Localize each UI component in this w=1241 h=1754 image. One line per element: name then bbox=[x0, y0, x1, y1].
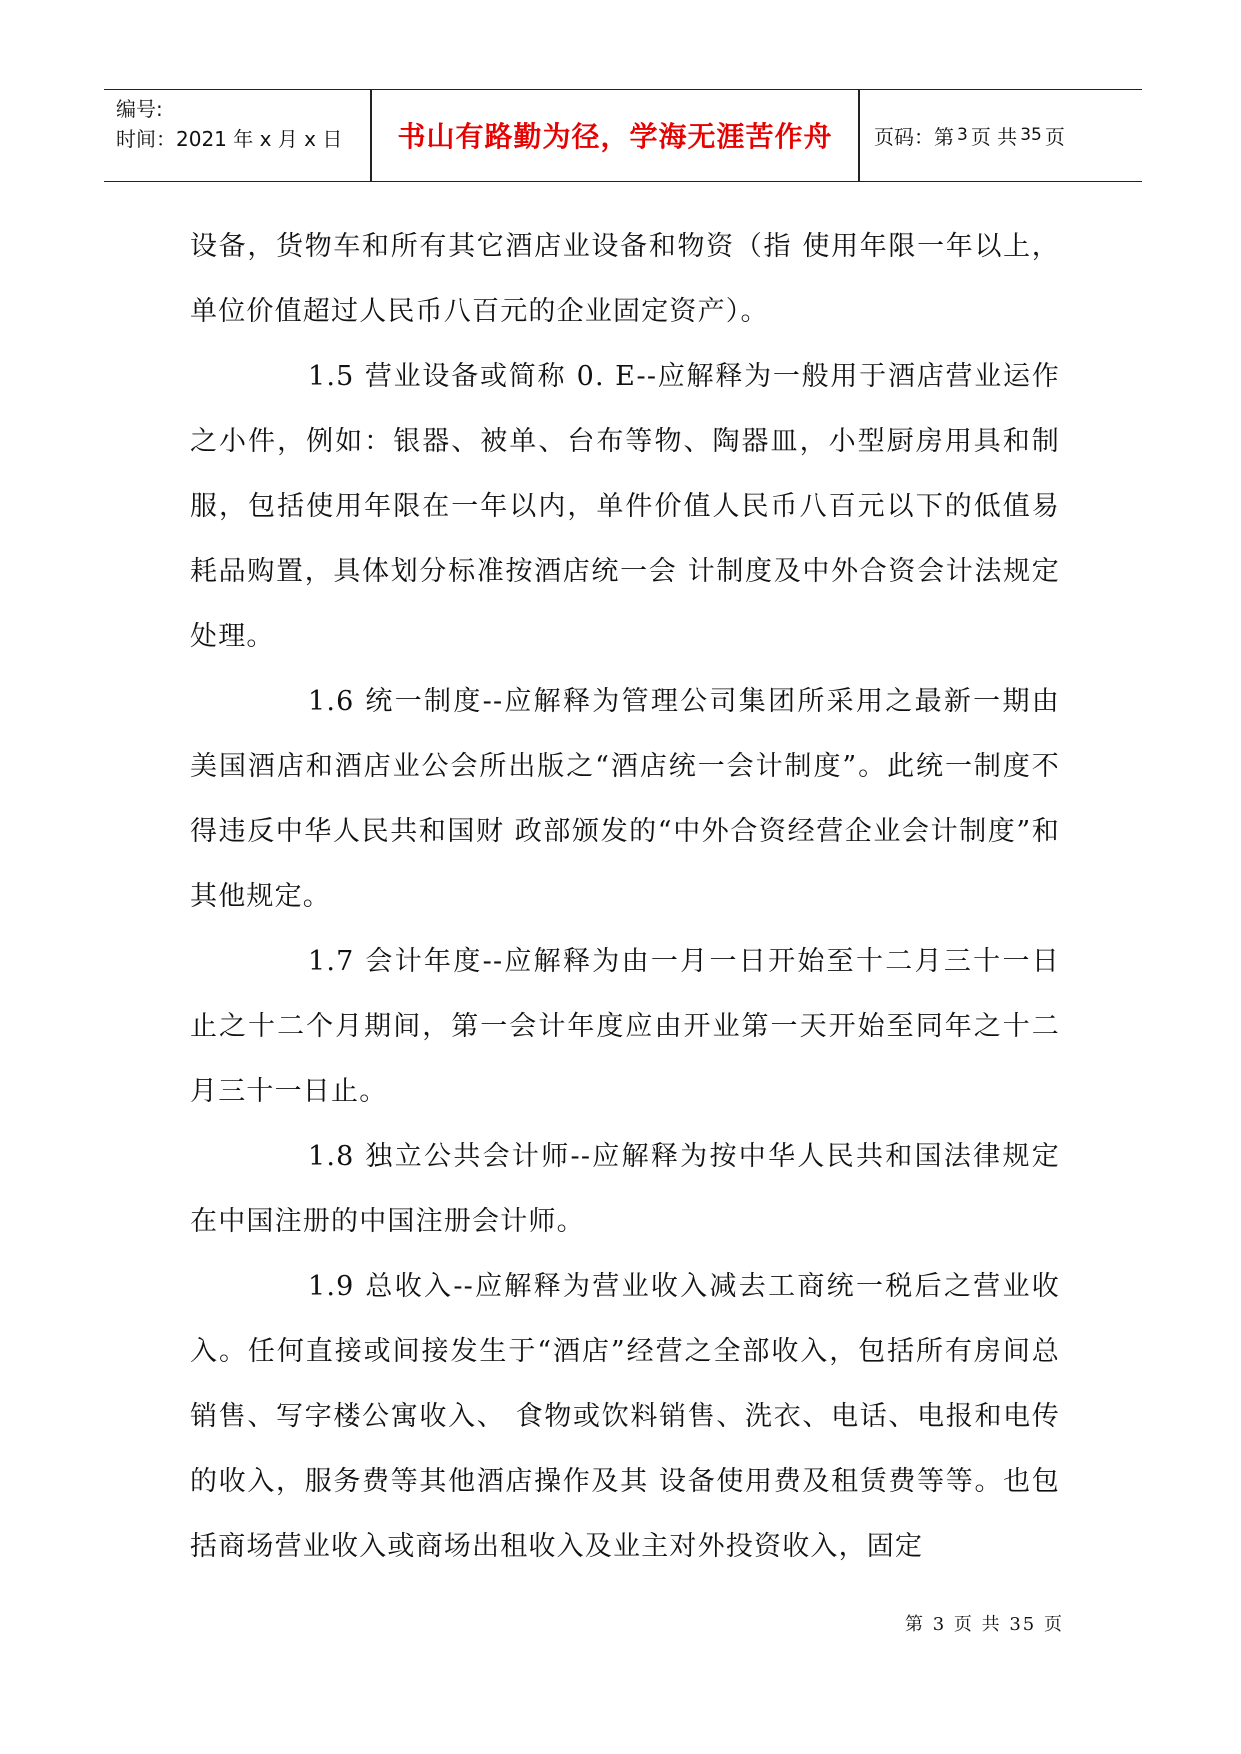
document-body bbox=[190, 214, 1060, 1579]
page-mid: 页 共 bbox=[970, 124, 1018, 149]
paragraph: 1.7 会计年度--应解释为由一月一日开始至十二月三十一日止之十二个月期间，第一会计年度应由开业第一天开始至同年之十二月三十一日止。 bbox=[190, 946, 1060, 1107]
page-footer: 第 3 页 共 35 页 bbox=[905, 1614, 1064, 1635]
page-total: 35 bbox=[1020, 125, 1042, 145]
paragraph: 1.6 统一制度--应解释为管理公司集团所采用之最新一期由美国酒店和酒店业公会所出版之“酒店统一会计制度”。此统一制度不得违反中华人民共和国财 政部颁发的“中外合资经营企业会计制度”和其他规定。 bbox=[190, 686, 1060, 912]
document-number-label: 编号: bbox=[116, 97, 163, 121]
page-prefix: 页码：第 bbox=[874, 124, 954, 149]
page-current: 3 bbox=[957, 125, 968, 145]
paragraph: 1.5 营业设备或简称 0. E--应解释为一般用于酒店营业运作之小件，例如：银器、被单、台布等物、陶器皿，小型厨房用具和制服，包括使用年限在一年以内，单件价值人民币八百元以下的低值易耗品购置，具体划分标准按酒店统一会 计制度及中外合资会计法规定处理。 bbox=[190, 361, 1060, 652]
page-header bbox=[104, 89, 1142, 182]
paragraph: 1.8 独立公共会计师--应解释为按中华人民共和国法律规定在中国注册的中国注册会计师。 bbox=[190, 1141, 1060, 1237]
header-motto: 书山有路勤为径，学海无涯苦作舟 bbox=[397, 120, 833, 153]
page-suffix: 页 bbox=[1044, 124, 1065, 149]
header-info bbox=[116, 94, 342, 154]
paragraph: 设备，货物车和所有其它酒店业设备和物资（指 使用年限一年以上，单位价值超过人民币八百元的企业固定资产）。 bbox=[190, 231, 1060, 327]
paragraph: 1.9 总收入--应解释为营业收入减去工商统一税后之营业收入。任何直接或间接发生于“酒店”经营之全部收入，包括所有房间总销售、写字楼公寓收入、 食物或饮料销售、洗衣、电话、电报和电传的收入，服务费等其他酒店操作及其 设备使用费及租赁费等等。也包括商场营业收入或商场出租收入及业主对外投资收入，固定 bbox=[190, 1271, 1060, 1562]
header-page-number bbox=[874, 90, 1065, 180]
document-time: 时间：2021 年 x 月 x 日 bbox=[116, 127, 343, 151]
header-divider bbox=[858, 90, 860, 181]
